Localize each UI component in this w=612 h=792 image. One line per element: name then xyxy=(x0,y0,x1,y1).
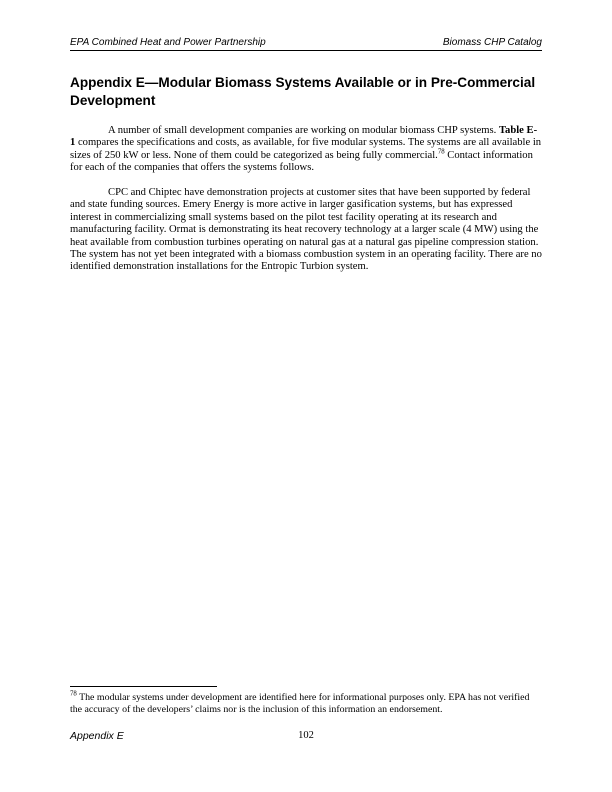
footnote-text xyxy=(70,692,542,716)
footnote-separator-rule xyxy=(70,686,217,687)
page-header xyxy=(70,0,542,51)
header-right-title: Biomass CHP Catalog xyxy=(442,37,542,48)
p1-middle-text: compares the specifications and costs, as available, for five modular systems. The systems are all available in sizes of 250 kW or less. None of them could be categorized as being fully commercial. xyxy=(70,137,542,161)
header-left-title: EPA Combined Heat and Power Partnership xyxy=(70,37,266,48)
footnote-reference-marker: 78 xyxy=(437,148,445,156)
page-number: 102 xyxy=(298,730,314,741)
p1-lead-text: A number of small development companies are working on modular biomass CHP systems. xyxy=(108,125,499,136)
page-title: Appendix E—Modular Biomass Systems Available or in Pre-Commercial Development xyxy=(70,75,536,108)
p1-table-reference: Table E-1 xyxy=(70,125,538,149)
footnote-body-text: The modular systems under development are identified here for informational purposes only. EPA has not verified the accuracy of the developers’ claims nor is the inclusion of this information an endorsement. xyxy=(70,692,530,716)
paragraph-2: CPC and Chiptec have demonstration projects at customer sites that have been supported by federal and state funding sources. Emery Energy is more active in larger gasification systems, but has expressed interest in commercializing small systems based on the pilot test facility operating at its research and manufacturing facility. Ormat is demonstrating its heat recovery technology at a larger scale (4 MW) using the heat available from combustion turbines operating on natural gas at a natural gas pipeline compression station. The system has not yet been integrated with a biomass combustion system in an operating facility. There are no identified demonstration installations for the Entropic Turbion system. xyxy=(70,187,542,273)
page-footer xyxy=(70,730,542,744)
footnote-number: 78 xyxy=(70,690,77,698)
paragraph-1 xyxy=(70,125,542,175)
footnote-section xyxy=(70,686,542,716)
p1-tail-text: Contact information for each of the companies that offers the systems follows. xyxy=(70,149,533,174)
footer-appendix-label: Appendix E xyxy=(70,730,124,742)
